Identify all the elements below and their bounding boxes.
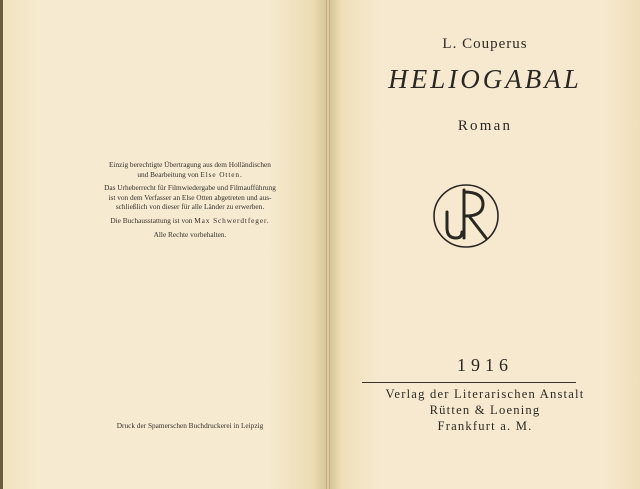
publisher-line: Verlag der Literarischen Anstalt <box>385 387 585 401</box>
author-name: L. Couperus <box>442 36 528 52</box>
left-edge <box>0 0 3 489</box>
imprint-line: ist von dem Verfasser an Else Otten abgetreten und aus- <box>108 192 272 202</box>
divider-rule <box>362 382 576 383</box>
imprint-line: schließlich von dieser für alle Länder zu erwerben. <box>115 202 265 212</box>
genre-label: Roman <box>457 118 513 134</box>
imprint-line: Die Buchausstattung ist von <box>110 215 193 225</box>
rights-line: Alle Rechte vorbehalten. <box>153 229 227 239</box>
translator-name: Else Otten. <box>200 169 243 179</box>
book-title: HELIOGABAL <box>388 64 582 94</box>
publisher-line: Rütten & Loening <box>429 403 541 417</box>
publisher-block <box>330 386 640 434</box>
imprint-line: Einzig berechtigte Übertragung aus dem Holländischen <box>109 160 271 169</box>
imprint-block <box>60 160 320 243</box>
publisher-monogram-icon <box>431 180 501 252</box>
publisher-line: Frankfurt a. M. <box>437 419 533 433</box>
designer-name: Max Schwerdtfeger. <box>194 215 270 225</box>
publication-year: 1916 <box>457 355 513 375</box>
imprint-line: und Bearbeitung von <box>137 169 199 179</box>
imprint-line: Das Urheberrecht für Filmwiedergabe und Filmaufführung <box>104 183 276 193</box>
printer-line: Druck der Spamerschen Buchdruckerei in Leipzig <box>116 421 264 430</box>
